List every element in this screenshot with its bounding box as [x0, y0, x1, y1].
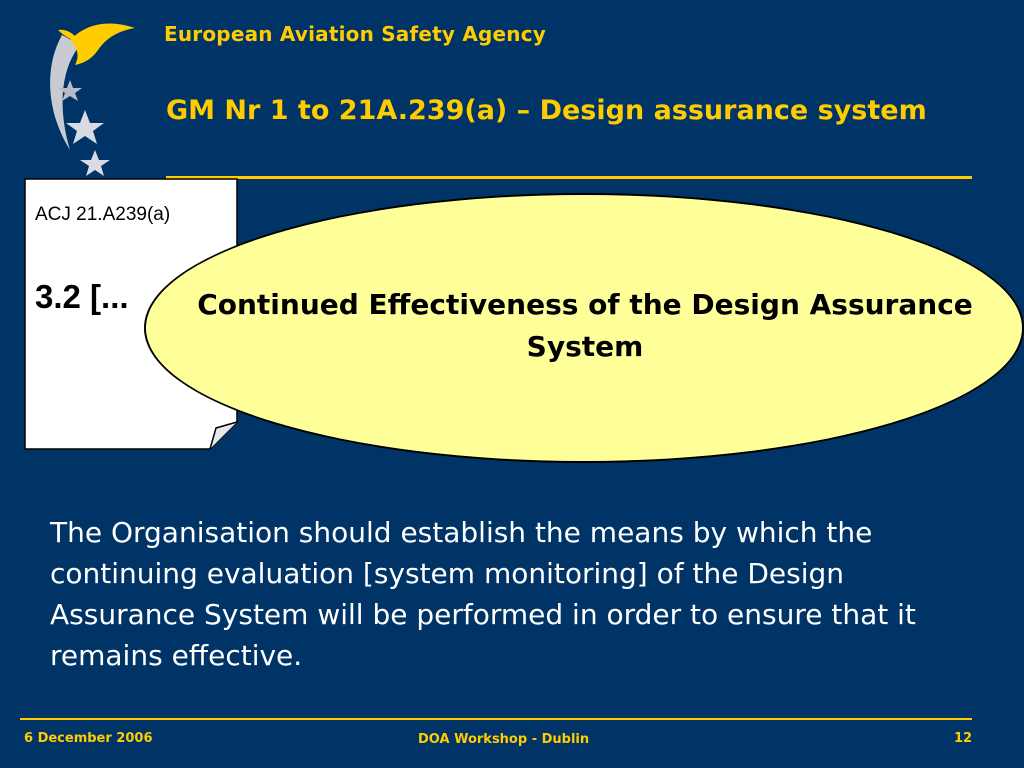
footer-divider — [20, 718, 972, 720]
agency-name: European Aviation Safety Agency — [164, 22, 547, 46]
document-section: 3.2 [... — [35, 278, 129, 315]
document-reference: ACJ 21.A239(a) — [35, 204, 171, 225]
easa-logo-icon — [40, 10, 150, 180]
body-paragraph: The Organisation should establish the means by which the continuing evaluation [system monitoring] of the Design Assurance System will be performed in order to ensure that it remains effective. — [50, 516, 916, 672]
footer-event: DOA Workshop - Dublin — [418, 732, 590, 747]
page-number: 12 — [954, 731, 973, 746]
footer-date: 6 December 2006 — [24, 731, 153, 746]
title-divider — [166, 176, 972, 179]
callout-text: Continued Effectiveness of the Design Assurance System — [197, 288, 973, 363]
slide-title: GM Nr 1 to 21A.239(a) – Design assurance system — [166, 95, 927, 126]
